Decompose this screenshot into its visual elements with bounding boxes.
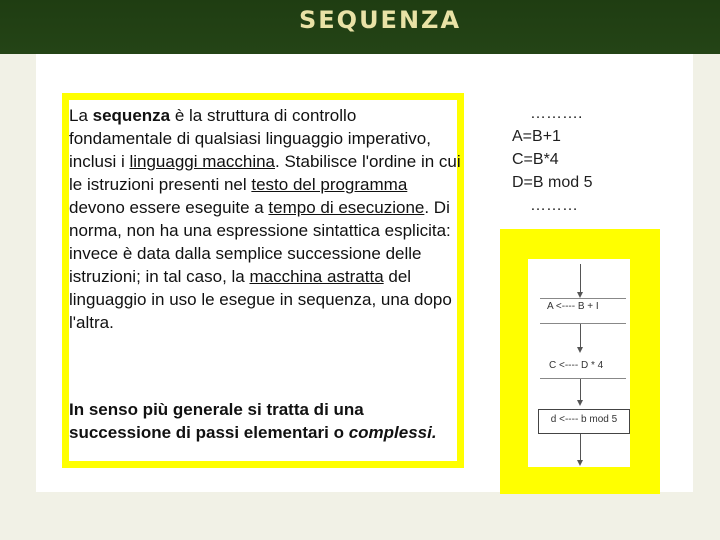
code-line: C=B*4 xyxy=(512,151,559,168)
flow-connector xyxy=(580,264,581,294)
code-line-ellipsis-bottom: ……… xyxy=(530,197,578,214)
code-line: A=B+1 xyxy=(512,128,561,145)
text-run: è la struttura di controllo fondamentale di qualsiasi linguaggio imperativo, inclusi i xyxy=(69,106,431,171)
text-run: In senso più generale si tratta di una successione di passi elementari o xyxy=(69,400,364,442)
flow-step-1: A <---- B + I xyxy=(547,301,599,312)
flow-step-2: C <---- D * 4 xyxy=(549,360,604,371)
term-sequenza: sequenza xyxy=(92,106,171,125)
link-linguaggi-macchina[interactable]: linguaggi macchina xyxy=(129,152,276,171)
text-run: La xyxy=(69,106,93,125)
text-run: . Stabilisce l'ordine in cui le istruzioni presenti nel xyxy=(69,152,461,194)
arrow-down-icon xyxy=(577,347,583,353)
text-run: devono essere eseguite a xyxy=(69,198,269,217)
code-line: D=B mod 5 xyxy=(512,174,593,191)
step-divider xyxy=(540,378,626,379)
arrow-down-icon xyxy=(577,460,583,466)
step-divider xyxy=(540,298,626,299)
link-tempo-di-esecuzione[interactable]: tempo di esecuzione xyxy=(268,198,425,217)
code-sample xyxy=(512,102,642,217)
definition-paragraph xyxy=(69,104,461,334)
summary-paragraph xyxy=(69,398,461,444)
arrow-down-icon xyxy=(577,400,583,406)
step-divider xyxy=(540,323,626,324)
text-run: del linguaggio in uso le esegue in sequenza, una dopo l'altra. xyxy=(69,267,452,332)
page-title: SEQUENZA xyxy=(298,6,462,34)
term-complessi: complessi. xyxy=(348,423,437,442)
flow-step-3: d <---- b mod 5 xyxy=(538,409,630,434)
code-line-ellipsis-top: ………. xyxy=(530,105,583,122)
link-testo-del-programma[interactable]: testo del programma xyxy=(251,175,408,194)
text-run: . Di norma, non ha una espressione sintattica esplicita: invece è data dalla semplice successione delle istruzioni; in tal caso, la xyxy=(69,198,451,286)
link-macchina-astratta[interactable]: macchina astratta xyxy=(249,267,384,286)
flow-connector xyxy=(580,434,581,462)
